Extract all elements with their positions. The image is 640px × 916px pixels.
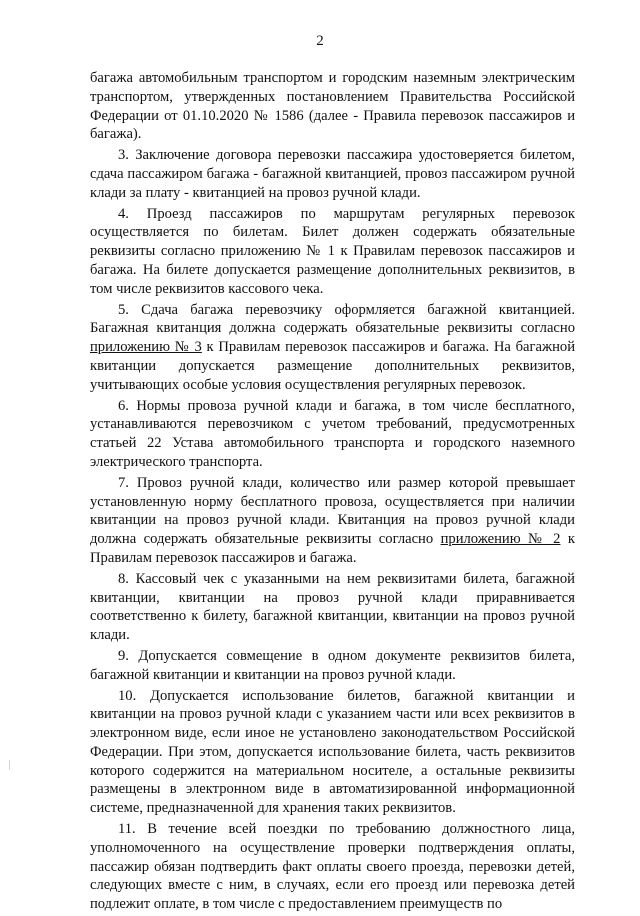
paragraph-text: 4. Проезд пассажиров по маршрутам регулярных перевозок осуществляется по билетам. Билет должен содержать обязательные реквизиты согласно приложению № 1 к Правилам перевозок пассажиров и багажа. На билете допускается размещение дополнительных реквизитов, в том числе реквизитов кассового чека. [90,205,575,297]
appendix-3-link[interactable]: приложению № 3 [90,339,202,356]
appendix-2-link[interactable]: приложению № 2 [440,531,561,548]
paragraph-6 [90,397,575,472]
paragraph-10 [90,687,575,819]
paragraph-continuation [90,69,575,144]
paragraph-3 [90,146,575,202]
paragraph-5 [90,301,575,395]
document-body [90,69,575,916]
paragraph-8 [90,570,575,645]
paragraph-9 [90,647,575,685]
paragraph-11 [90,820,575,914]
paragraph-text: багажа автомобильным транспортом и городским наземным электрическим транспортом, утвержденных постановлением Правительства Российской Федерации от 01.10.2020 № 1586 (далее - Правила перевозок пассажиров и багажа). [90,70,575,143]
paragraph-7 [90,474,575,568]
paragraph-text: 7. Провоз ручной клади, количество или размер которой превышает установленную норму бесплатного провоза, осуществляется при наличии квитанции на провоз ручной клади. Квитанция на провоз ручной клади должна содержать обязательные реквизиты согласно [90,474,575,548]
paragraph-text: к Правилам перевозок пассажиров и багажа. На багажной квитанции допускается размещение дополнительных реквизитов, учитывающих особые условия осуществления регулярных перевозок. [90,339,576,393]
paragraph-text: 10. Допускается использование билетов, багажной квитанции и квитанции на провоз ручной клади с указанием части или всех реквизитов в электронном виде, если иное не установлено законодательством Российской Федерации. При этом, допускается использование билета, часть реквизитов которого содержится на материальном носителе, а остальные реквизиты размещены в электронном виде в автоматизированной информационной системе, предназначенной для хранения таких реквизитов. [90,687,575,817]
scan-margin-mark [9,760,10,770]
page-number: 2 [316,33,324,49]
paragraph-text: к Правилам перевозок пассажиров и багажа. [90,531,575,566]
paragraph-4 [90,205,575,299]
paragraph-text: 3. Заключение договора перевозки пассажира удостоверяется билетом, сдача пассажиром багажа - багажной квитанцией, провоз пассажиром ручной клади за плату - квитанцией на провоз ручной клади. [90,147,575,201]
paragraph-text: 6. Нормы провоза ручной клади и багажа, в том числе бесплатного, устанавливаются перевозчиком с учетом требований, предусмотренных статьей 22 Устава автомобильного транспорта и городского наземного электрического транспорта. [90,397,575,470]
paragraph-text: 11. В течение всей поездки по требованию должностного лица, уполномоченного на осуществление проверки подтверждения оплаты, пассажир обязан подтвердить факт оплаты своего проезда, перевозки детей, следующих вместе с ним, в случаях, если его проезд или перевозка детей подлежит оплате, в том числе с предоставлением преимуществ по [90,821,575,913]
paragraph-text: 8. Кассовый чек с указанными на нем реквизитами билета, багажной квитанции, квитанции на провоз ручной клади приравнивается соответственно к билету, багажной квитанции, квитанции на провоз ручной клади. [90,570,575,644]
paragraph-text: 9. Допускается совмещение в одном документе реквизитов билета, багажной квитанции и квитанции на провоз ручной клади. [90,647,575,683]
paragraph-text: 5. Сдача багажа перевозчику оформляется багажной квитанцией. Багажная квитанция должна содержать обязательные реквизиты согласно [90,301,575,337]
